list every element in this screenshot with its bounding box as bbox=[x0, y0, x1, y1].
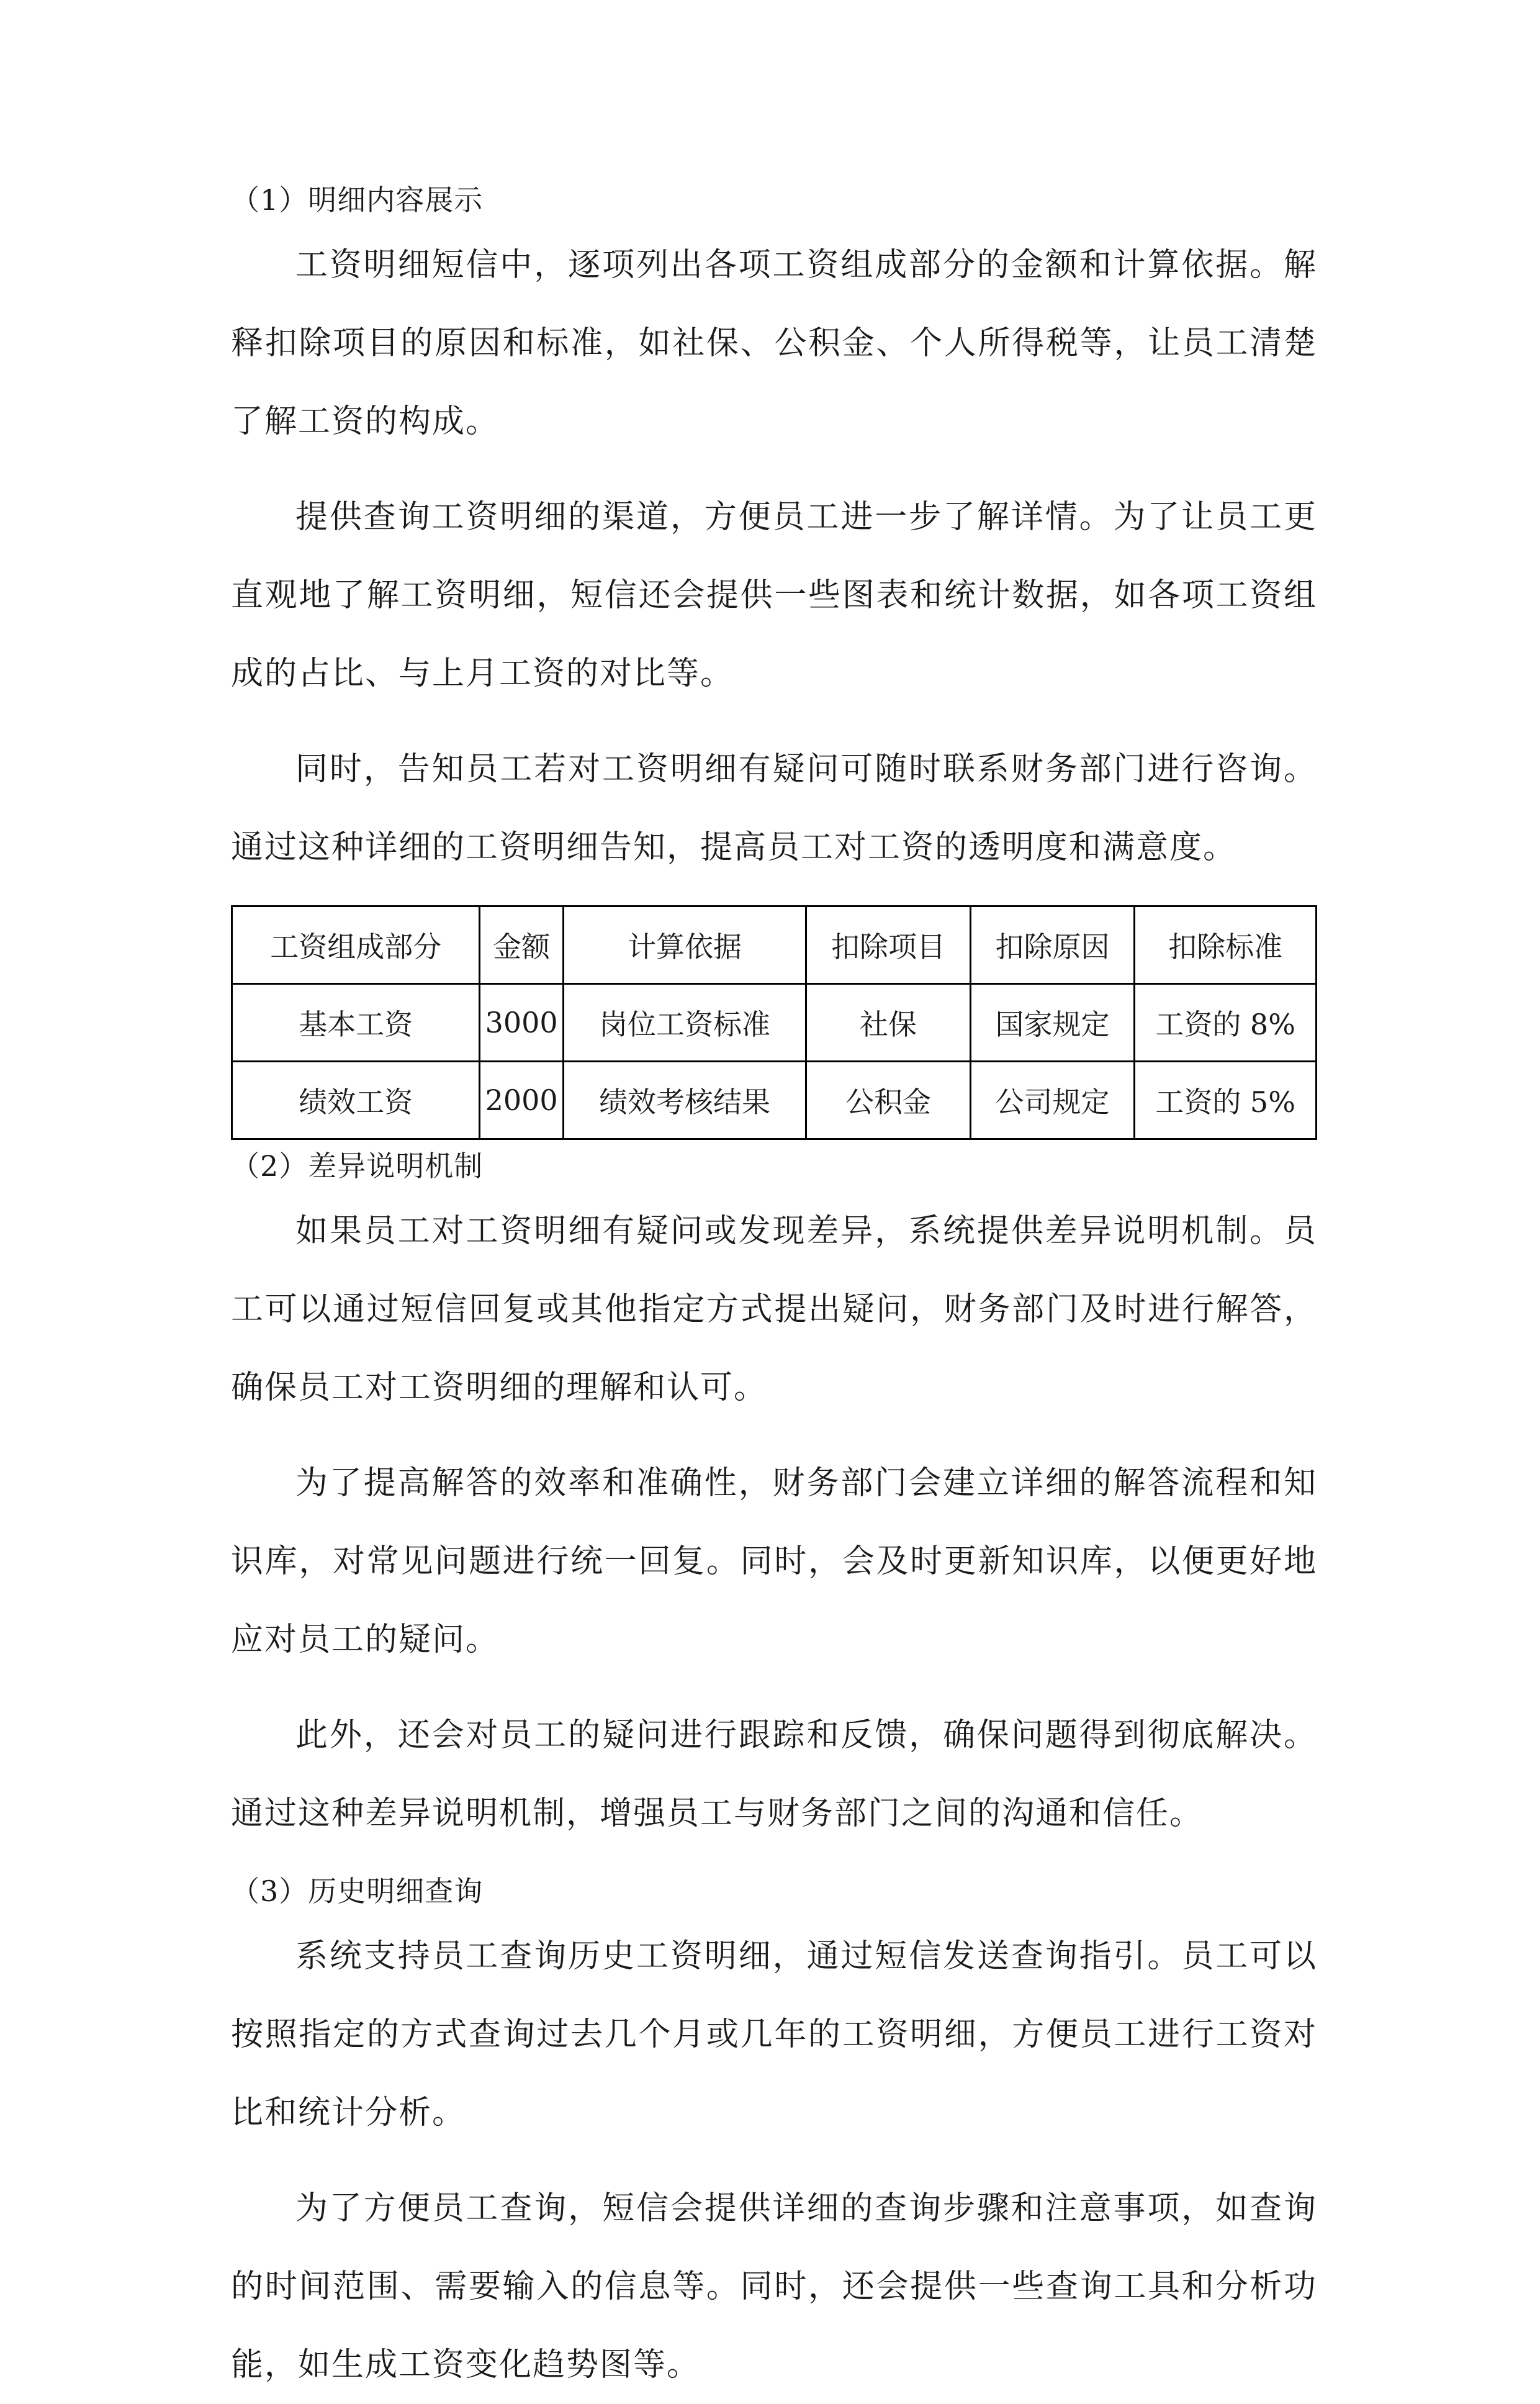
table-header-cell: 工资组成部分 bbox=[232, 906, 480, 984]
table-header-cell: 计算依据 bbox=[563, 906, 806, 984]
table-header-row bbox=[232, 906, 1317, 984]
table-cell: 基本工资 bbox=[232, 984, 480, 1062]
table-header-cell: 金额 bbox=[480, 906, 563, 984]
document-body bbox=[231, 180, 1317, 2404]
table-cell: 3000 bbox=[480, 984, 563, 1062]
table-header-cell: 扣除标准 bbox=[1135, 906, 1317, 984]
table-cell: 2000 bbox=[480, 1062, 563, 1139]
paragraph: 为了提高解答的效率和准确性，财务部门会建立详细的解答流程和知识库，对常见问题进行统一回复。同时，会及时更新知识库，以便更好地应对员工的疑问。 bbox=[231, 1465, 1317, 1658]
table-cell: 国家规定 bbox=[970, 984, 1135, 1062]
section-history-query bbox=[231, 1871, 1317, 2404]
section-detail-display bbox=[231, 180, 1317, 887]
table-header-cell: 扣除原因 bbox=[970, 906, 1135, 984]
table-cell: 绩效工资 bbox=[232, 1062, 480, 1139]
table-cell: 公司规定 bbox=[970, 1062, 1135, 1139]
salary-table bbox=[231, 905, 1317, 1140]
table-cell: 工资的 5% bbox=[1135, 1062, 1317, 1139]
paragraph: 此外，还会对员工的疑问进行跟踪和反馈，确保问题得到彻底解决。通过这种差异说明机制，增强员工与财务部门之间的沟通和信任。 bbox=[231, 1717, 1317, 1832]
table-cell: 工资的 8% bbox=[1135, 984, 1317, 1062]
paragraph: 提供查询工资明细的渠道，方便员工进一步了解详情。为了让员工更直观地了解工资明细，短信还会提供一些图表和统计数据，如各项工资组成的占比、与上月工资的对比等。 bbox=[231, 499, 1317, 692]
section-heading: （3）历史明细查询 bbox=[231, 1874, 484, 1908]
paragraph: 为了方便员工查询，短信会提供详细的查询步骤和注意事项，如查询的时间范围、需要输入的信息等。同时，还会提供一些查询工具和分析功能，如生成工资变化趋势图等。 bbox=[231, 2190, 1317, 2384]
table-row bbox=[232, 1062, 1317, 1139]
table-cell: 绩效考核结果 bbox=[563, 1062, 806, 1139]
section-heading: （2）差异说明机制 bbox=[231, 1149, 484, 1183]
paragraph: 同时，告知员工若对工资明细有疑问可随时联系财务部门进行咨询。通过这种详细的工资明细告知，提高员工对工资的透明度和满意度。 bbox=[231, 751, 1317, 866]
table-header-cell: 扣除项目 bbox=[806, 906, 971, 984]
paragraph: 工资明细短信中，逐项列出各项工资组成部分的金额和计算依据。解释扣除项目的原因和标准，如社保、公积金、个人所得税等，让员工清楚了解工资的构成。 bbox=[231, 246, 1317, 440]
table-cell: 岗位工资标准 bbox=[563, 984, 806, 1062]
section-heading: （1）明细内容展示 bbox=[231, 183, 484, 217]
table-cell: 社保 bbox=[806, 984, 971, 1062]
table-row bbox=[232, 984, 1317, 1062]
paragraph: 系统支持员工查询历史工资明细，通过短信发送查询指引。员工可以按照指定的方式查询过去几个月或几年的工资明细，方便员工进行工资对比和统计分析。 bbox=[231, 1938, 1317, 2131]
section-discrepancy-explanation bbox=[231, 1146, 1317, 1853]
table-cell: 公积金 bbox=[806, 1062, 971, 1139]
paragraph: 如果员工对工资明细有疑问或发现差异，系统提供差异说明机制。员工可以通过短信回复或其他指定方式提出疑问，财务部门及时进行解答，确保员工对工资明细的理解和认可。 bbox=[231, 1213, 1317, 1406]
